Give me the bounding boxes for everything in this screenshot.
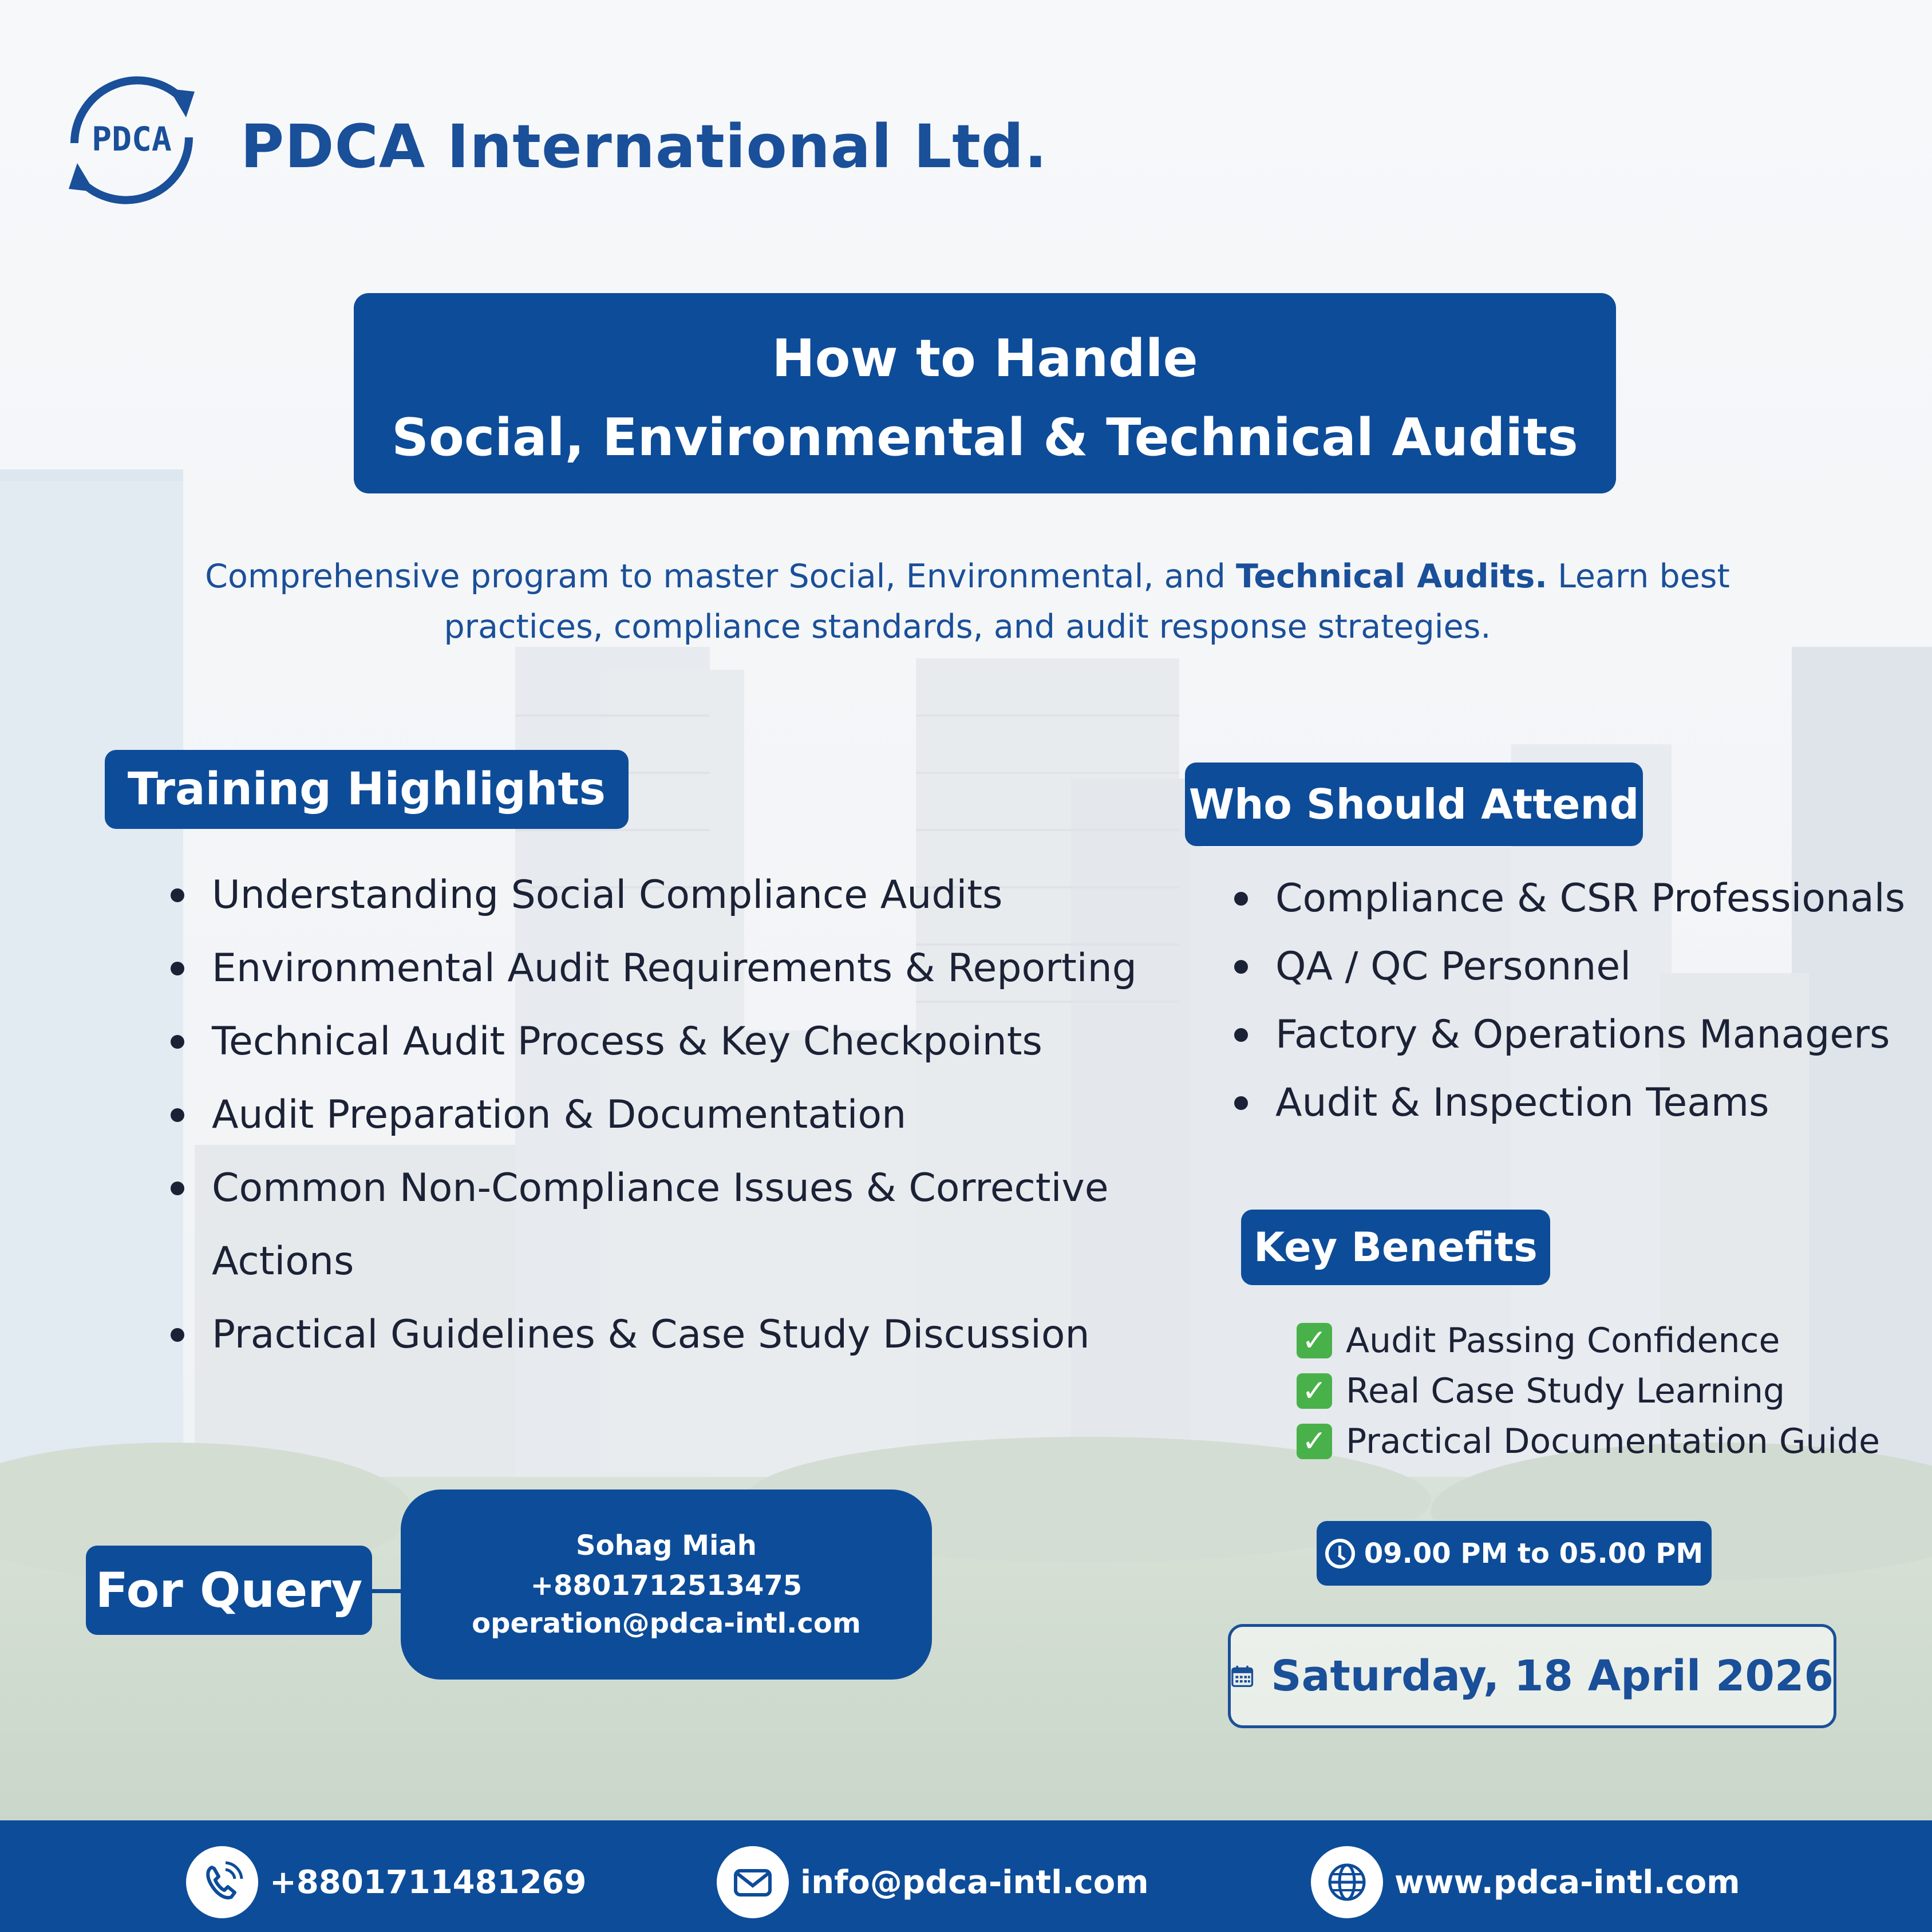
query-connector bbox=[372, 1589, 402, 1593]
list-item bbox=[212, 1152, 1137, 1298]
title-banner bbox=[354, 293, 1616, 493]
footer-email-text: info@pdca-intl.com bbox=[800, 1863, 1149, 1901]
time-text: 09.00 PM to 05.00 PM bbox=[1364, 1537, 1704, 1570]
intro-text bbox=[172, 551, 1763, 652]
training-highlights-heading: Training Highlights bbox=[105, 750, 629, 829]
date-badge bbox=[1228, 1624, 1836, 1728]
list-item: Audit & Inspection Teams bbox=[1275, 1069, 1905, 1137]
training-highlights-list bbox=[212, 859, 1137, 1372]
contact-name: Sohag Miah bbox=[576, 1530, 757, 1562]
intro-bold: Technical Audits. bbox=[1236, 558, 1547, 595]
list-item: QA / QC Personnel bbox=[1275, 933, 1905, 1001]
for-query-label: For Query bbox=[86, 1546, 372, 1635]
list-item: Technical Audit Process & Key Checkpoints bbox=[212, 1005, 1137, 1078]
footer-phone-text: +8801711481269 bbox=[270, 1863, 587, 1901]
list-item bbox=[1297, 1416, 1880, 1467]
intro-part-1: Comprehensive program to master Social, Environmental, and bbox=[205, 558, 1236, 595]
list-item: Environmental Audit Requirements & Reporting bbox=[212, 932, 1137, 1005]
globe-icon bbox=[1311, 1846, 1383, 1918]
check-icon: ✓ bbox=[1297, 1424, 1332, 1459]
pdca-cycle-arrows-icon bbox=[52, 57, 212, 223]
pdca-logo bbox=[52, 57, 212, 223]
intro-part-2: Learn best practices, compliance standards, and audit response strategies. bbox=[444, 558, 1730, 646]
list-item: Practical Guidelines & Case Study Discussion bbox=[212, 1298, 1137, 1372]
time-badge bbox=[1317, 1521, 1712, 1586]
list-item: Understanding Social Compliance Audits bbox=[212, 859, 1137, 932]
list-item: Audit Preparation & Documentation bbox=[212, 1078, 1137, 1152]
list-item: Compliance & CSR Professionals bbox=[1275, 864, 1905, 933]
benefit-label: Audit Passing Confidence bbox=[1346, 1321, 1780, 1361]
footer-website-text: www.pdca-intl.com bbox=[1394, 1863, 1740, 1901]
key-benefits-list bbox=[1297, 1315, 1880, 1467]
list-item bbox=[1297, 1366, 1880, 1416]
date-text: Saturday, 18 April 2026 bbox=[1271, 1652, 1834, 1701]
list-item bbox=[1297, 1315, 1880, 1366]
who-should-attend-heading: Who Should Attend bbox=[1185, 762, 1643, 846]
benefit-label: Real Case Study Learning bbox=[1346, 1371, 1785, 1411]
query-contact-card bbox=[401, 1490, 932, 1680]
check-icon: ✓ bbox=[1297, 1373, 1332, 1409]
clock-icon bbox=[1325, 1539, 1355, 1568]
footer-bar bbox=[0, 1820, 1932, 1932]
footer-phone[interactable] bbox=[186, 1846, 586, 1918]
who-should-attend-list bbox=[1275, 864, 1905, 1137]
brand-name: PDCA International Ltd. bbox=[240, 112, 1048, 181]
title-line-1: How to Handle bbox=[772, 329, 1198, 389]
list-item-line: Common Non-Compliance Issues & Corrective bbox=[212, 1165, 1109, 1211]
list-item-continuation: Actions bbox=[212, 1239, 354, 1284]
key-benefits-heading: Key Benefits bbox=[1241, 1210, 1550, 1285]
calendar-icon bbox=[1231, 1652, 1254, 1701]
contact-phone[interactable]: +8801712513475 bbox=[530, 1570, 803, 1602]
logo-text: PDCA bbox=[92, 120, 172, 159]
check-icon: ✓ bbox=[1297, 1323, 1332, 1358]
title-line-2: Social, Environmental & Technical Audits bbox=[392, 408, 1578, 468]
footer-website[interactable] bbox=[1311, 1846, 1740, 1918]
phone-icon bbox=[186, 1846, 258, 1918]
contact-email[interactable]: operation@pdca-intl.com bbox=[472, 1607, 861, 1639]
list-item: Factory & Operations Managers bbox=[1275, 1001, 1905, 1069]
footer-email[interactable] bbox=[717, 1846, 1149, 1918]
envelope-icon bbox=[717, 1846, 789, 1918]
benefit-label: Practical Documentation Guide bbox=[1346, 1421, 1880, 1461]
